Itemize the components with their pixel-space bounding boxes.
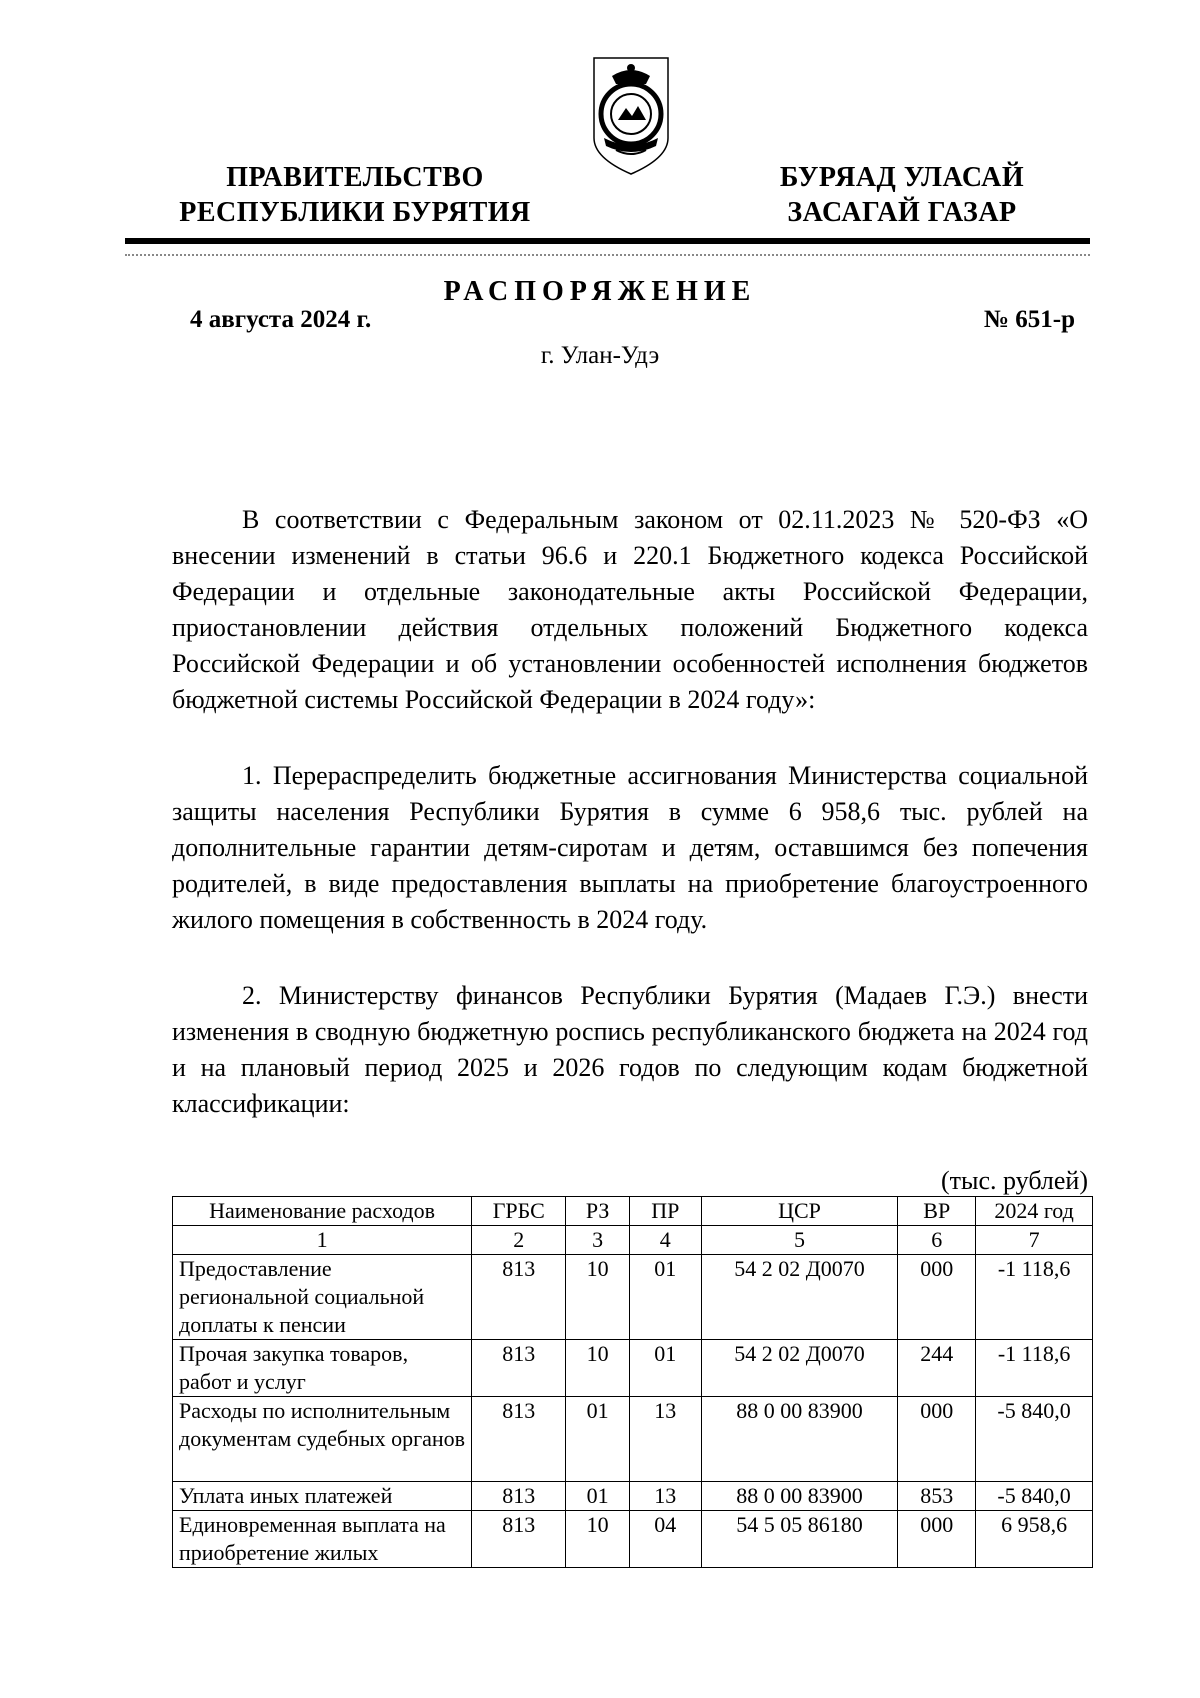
table-row <box>173 1255 1093 1340</box>
table-header-row <box>173 1197 1093 1226</box>
issuer-line-2: РЕСПУБЛИКИ БУРЯТИЯ <box>179 197 531 228</box>
issuer-line-1: ПРАВИТЕЛЬСТВО <box>226 162 484 193</box>
table-row <box>173 1340 1093 1397</box>
document-number: № 651-р <box>983 306 1075 333</box>
col-header-rz: РЗ <box>566 1197 630 1226</box>
document-city: г. Улан-Удэ <box>540 342 660 369</box>
cell-grbs: 813 <box>472 1397 566 1482</box>
issuer-name-russian <box>160 160 550 230</box>
col-header-2024: 2024 год <box>976 1197 1093 1226</box>
preamble-paragraph: В соответствии с Федеральным законом от 02.11.2023 № 520-ФЗ «О внесении изменений в статьи 96.6 и 220.1 Бюджетного кодекса Российской Федерации и отдельные законодательные акты Российской Федерации, приостановлении действия отдельных положений Бюджетного кодекса Российской Федерации и об установлении особенностей исполнения бюджетов бюджетной системы Российской Федерации в 2024 году»: <box>172 505 1088 714</box>
cell-csr: 54 5 05 86180 <box>701 1511 898 1568</box>
cell-expense-name: Уплата иных платежей <box>173 1482 472 1511</box>
document-date: 4 августа 2024 г. <box>190 306 372 333</box>
cell-vr: 000 <box>898 1397 976 1482</box>
item-2-paragraph: 2. Министерству финансов Республики Бурятия (Мадаев Г.Э.) внести изменения в сводную бюджетную роспись республиканского бюджета на 2024 год и на плановый период 2025 и 2026 годов по следующим кодам бюджетной классификации: <box>172 981 1088 1118</box>
cell-csr: 88 0 00 83900 <box>701 1482 898 1511</box>
cell-vr: 000 <box>898 1511 976 1568</box>
col-number: 7 <box>976 1226 1093 1255</box>
col-header-vr: ВР <box>898 1197 976 1226</box>
issuer-buryat-line-2: ЗАСАГАЙ ГАЗАР <box>787 197 1017 228</box>
table-row <box>173 1511 1093 1568</box>
issuer-name-buryat <box>752 160 1052 230</box>
header-divider-thin <box>125 254 1090 256</box>
cell-expense-name: Единовременная выплата на приобретение жилых <box>173 1511 472 1568</box>
item-1-paragraph: 1. Перераспределить бюджетные ассигнования Министерства социальной защиты населения Республики Бурятия в сумме 6 958,6 тыс. рублей на дополнительные гарантии детям-сиротам и детям, оставшимся без попечения родителей, в виде предоставления выплаты на приобретение благоустроенного жилого помещения в собственность в 2024 году. <box>172 761 1088 934</box>
table-units-label: (тыс. рублей) <box>940 1166 1088 1195</box>
cell-csr: 54 2 02 Д0070 <box>701 1255 898 1340</box>
cell-expense-name: Прочая закупка товаров, работ и услуг <box>173 1340 472 1397</box>
col-number: 1 <box>173 1226 472 1255</box>
cell-rz: 01 <box>566 1397 630 1482</box>
issuer-buryat-line-1: БУРЯАД УЛАСАЙ <box>779 162 1025 193</box>
cell-grbs: 813 <box>472 1511 566 1568</box>
cell-amount-2024: -1 118,6 <box>976 1255 1093 1340</box>
cell-rz: 10 <box>566 1511 630 1568</box>
cell-csr: 88 0 00 83900 <box>701 1397 898 1482</box>
col-number: 5 <box>701 1226 898 1255</box>
cell-amount-2024: -5 840,0 <box>976 1397 1093 1482</box>
table-row <box>173 1482 1093 1511</box>
col-header-grbs: ГРБС <box>472 1197 566 1226</box>
cell-pr: 04 <box>629 1511 701 1568</box>
cell-rz: 01 <box>566 1482 630 1511</box>
cell-rz: 10 <box>566 1340 630 1397</box>
cell-grbs: 813 <box>472 1255 566 1340</box>
cell-amount-2024: -5 840,0 <box>976 1482 1093 1511</box>
cell-expense-name: Предоставление региональной социальной доплаты к пенсии <box>173 1255 472 1340</box>
col-header-name: Наименование расходов <box>173 1197 472 1226</box>
coat-of-arms-emblem <box>586 54 676 178</box>
header-divider-thick <box>125 238 1090 244</box>
cell-vr: 853 <box>898 1482 976 1511</box>
cell-rz: 10 <box>566 1255 630 1340</box>
col-number: 4 <box>629 1226 701 1255</box>
col-number: 3 <box>566 1226 630 1255</box>
table-column-number-row <box>173 1226 1093 1255</box>
cell-amount-2024: 6 958,6 <box>976 1511 1093 1568</box>
col-header-csr: ЦСР <box>701 1197 898 1226</box>
cell-vr: 244 <box>898 1340 976 1397</box>
cell-pr: 13 <box>629 1482 701 1511</box>
col-header-pr: ПР <box>629 1197 701 1226</box>
cell-amount-2024: -1 118,6 <box>976 1340 1093 1397</box>
document-type-title: РАСПОРЯЖЕНИЕ <box>443 276 757 307</box>
cell-pr: 13 <box>629 1397 701 1482</box>
cell-csr: 54 2 02 Д0070 <box>701 1340 898 1397</box>
coat-of-arms-icon <box>586 54 676 178</box>
col-number: 6 <box>898 1226 976 1255</box>
cell-grbs: 813 <box>472 1482 566 1511</box>
budget-classification-table <box>172 1196 1093 1568</box>
cell-grbs: 813 <box>472 1340 566 1397</box>
col-number: 2 <box>472 1226 566 1255</box>
cell-pr: 01 <box>629 1340 701 1397</box>
table-row <box>173 1397 1093 1482</box>
cell-pr: 01 <box>629 1255 701 1340</box>
cell-vr: 000 <box>898 1255 976 1340</box>
cell-expense-name: Расходы по исполнительным документам судебных органов <box>173 1397 472 1482</box>
